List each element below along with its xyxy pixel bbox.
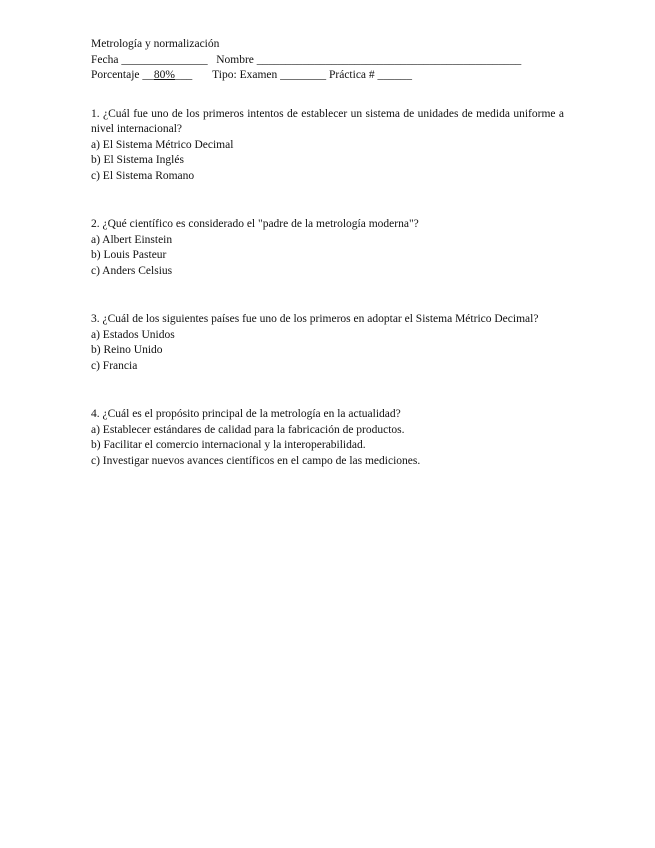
course-title: Metrología y normalización	[91, 38, 220, 50]
question-3-text: 3. ¿Cuál de los siguientes países fue uno de los primeros en adoptar el Sistema Métrico Decimal?	[91, 313, 539, 326]
question-1-option-b: b) El Sistema Inglés	[91, 154, 184, 167]
question-4	[91, 407, 564, 469]
question-2-option-a: a) Albert Einstein	[91, 233, 173, 246]
question-2-option-b: b) Louis Pasteur	[91, 249, 167, 262]
question-3-option-c: c) Francia	[91, 359, 138, 372]
question-3-option-b: b) Reino Unido	[91, 344, 163, 357]
question-2	[91, 217, 564, 279]
question-4-text: 4. ¿Cuál es el propósito principal de la metrología en la actualidad?	[91, 408, 401, 421]
date-name-line: Fecha _______________ Nombre ______________________________________________	[91, 53, 522, 66]
percent-type-line	[91, 68, 564, 84]
type-line: Tipo: Examen ________ Práctica # ______	[192, 69, 413, 81]
question-4-option-c: c) Investigar nuevos avances científicos en el campo de las mediciones.	[91, 454, 421, 467]
question-1-option-c: c) El Sistema Romano	[91, 169, 195, 182]
document-content	[91, 37, 564, 469]
percent-value: 80%	[153, 69, 176, 81]
question-4-option-a: a) Establecer estándares de calidad para la fabricación de productos.	[91, 423, 405, 436]
question-4-option-b: b) Facilitar el comercio internacional y la interoperabilidad.	[91, 439, 366, 452]
question-1-option-a: a) El Sistema Métrico Decimal	[91, 138, 234, 151]
question-1	[91, 107, 564, 185]
question-3	[91, 312, 564, 374]
percent-tail: ___	[175, 69, 193, 81]
percent-label: Porcentaje __	[91, 69, 154, 81]
question-1-text: 1. ¿Cuál fue uno de los primeros intentos de establecer un sistema de unidades de medida uniforme a nivel internacional?	[91, 107, 564, 136]
question-3-option-a: a) Estados Unidos	[91, 328, 175, 341]
question-2-text: 2. ¿Qué científico es considerado el "padre de la metrología moderna"?	[91, 218, 419, 231]
question-2-option-c: c) Anders Celsius	[91, 264, 173, 277]
